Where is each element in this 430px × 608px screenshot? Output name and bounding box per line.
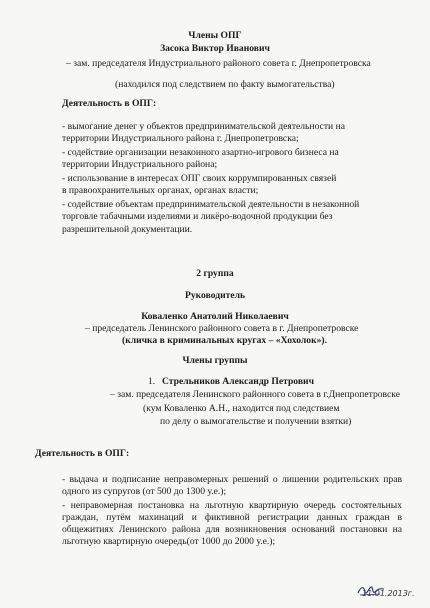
- leader-nickname: (кличка в криминальных кругах – «Хохолок»).: [122, 335, 327, 346]
- activity-line: - содействие объектам предпринимательской деятельности в незаконной: [62, 199, 360, 210]
- activity-heading: Деятельность в ОПГ:: [62, 98, 157, 109]
- activity-line: разрешительной документации.: [62, 224, 193, 235]
- member-name: Стрельников Александр Петрович: [162, 376, 314, 387]
- leader-heading: Руководитель: [184, 290, 246, 301]
- member-note: (кум Коваленко А.Н., находится под следствием: [143, 403, 340, 414]
- activity-item: - выдача и подписание неправомерных решений о лишении родительских прав одного из супругов (от 500 до 1300 у.е.);: [62, 474, 402, 497]
- leader-role: – председатель Ленинского районного совета в г. Днепропетровске: [85, 323, 359, 334]
- member-note: (находился под следствием по факту вымогательства): [115, 79, 335, 90]
- member-role: – зам. председателя Ленинского районного совета в г.Днепропетровске: [110, 389, 400, 400]
- member-number: 1.: [148, 376, 156, 387]
- activity-line: территории Индустриального района;: [62, 159, 218, 170]
- activity-line: - вымогание денег у объектов предпринимательской деятельности на: [62, 121, 345, 132]
- members-heading: Члены ОПГ: [188, 30, 242, 41]
- activity-line: территории Индустриального района г. Днепропетровска;: [62, 133, 299, 144]
- member-name: Засокa Виктор Иванович: [160, 43, 270, 54]
- group-title: 2 группа: [196, 268, 234, 279]
- activity-line: - использование в интересах ОПГ своих коррумпированных связей: [62, 173, 337, 184]
- leader-name: Коваленко Анатолий Николаевич: [141, 311, 289, 322]
- activity-line: - содействие организации незаконного азартно-игрового бизнеса на: [62, 147, 339, 158]
- member-role: – зам. председателя Индустриального районого совета г. Днепропетровска: [66, 58, 371, 69]
- activity-line: в правоохранительных органах, органах власти;: [62, 185, 259, 196]
- activity-line: торговле табачными изделиями и ликёро-водочной продукции без: [62, 211, 333, 222]
- members-group-heading: Члены группы: [182, 355, 248, 366]
- member-note: по делу о вымогательстве и получении взятки): [160, 416, 352, 427]
- activity-item: - неправомерная постановка на льготную квартирную очередь состоятельных граждан, путём махинаций и фиктивной регистрации данных граждан в общежитиях Ленинского района для возникновения оснований постановки на льготную квартирную очередь(от 1000 до 2000 у.е.);: [62, 500, 402, 547]
- signature-date: 11.01.2013г.: [362, 589, 415, 598]
- activity-heading: Деятельность в ОПГ:: [35, 448, 130, 459]
